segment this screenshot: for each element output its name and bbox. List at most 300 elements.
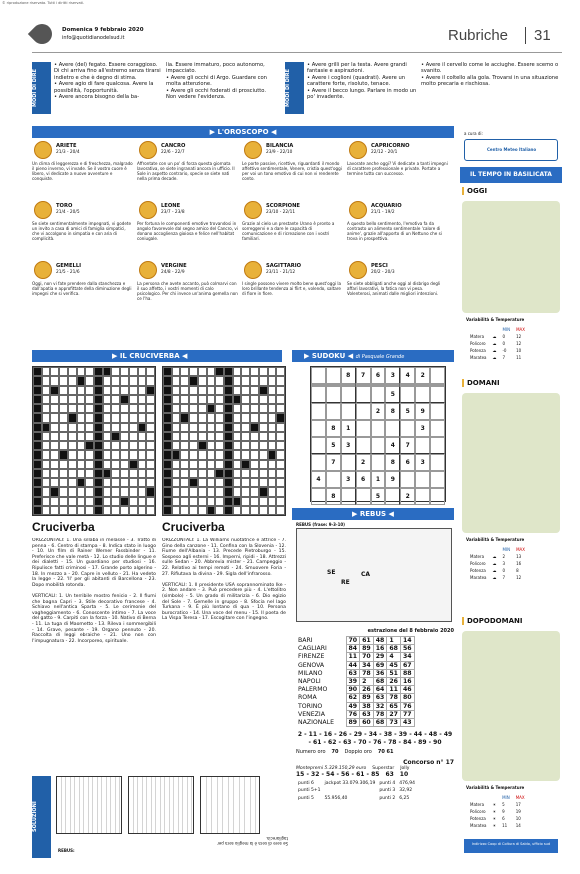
crossword-cell[interactable] (94, 432, 103, 441)
crossword-cell[interactable] (233, 432, 242, 441)
crossword-cell[interactable] (180, 497, 189, 506)
crossword-cell[interactable] (77, 441, 86, 450)
crossword-cell[interactable] (250, 395, 259, 404)
crossword-cell[interactable] (42, 404, 51, 413)
crossword-cell[interactable] (207, 386, 216, 395)
sudoku-cell[interactable] (430, 488, 445, 505)
crossword-cell[interactable] (224, 404, 233, 413)
crossword-cell[interactable] (224, 413, 233, 422)
crossword-cell[interactable] (172, 423, 181, 432)
crossword-cell[interactable] (120, 450, 129, 459)
crossword-cell[interactable] (224, 497, 233, 506)
crossword-cell[interactable] (94, 460, 103, 469)
crossword-cell[interactable] (241, 506, 250, 515)
crossword-cell[interactable] (259, 469, 268, 478)
sudoku-cell[interactable]: 4 (311, 471, 326, 488)
crossword-cell[interactable] (59, 441, 68, 450)
crossword-cell[interactable] (146, 386, 155, 395)
crossword-cell[interactable] (268, 386, 277, 395)
crossword-cell[interactable] (215, 460, 224, 469)
crossword-cell[interactable] (77, 460, 86, 469)
crossword-cell[interactable] (207, 478, 216, 487)
crossword-cell[interactable] (138, 423, 147, 432)
crossword-cell[interactable] (189, 404, 198, 413)
crossword-cell[interactable] (103, 386, 112, 395)
crossword-cell[interactable] (241, 441, 250, 450)
crossword-cell[interactable] (250, 469, 259, 478)
crossword-cell[interactable] (276, 386, 285, 395)
crossword-cell[interactable] (129, 469, 138, 478)
crossword-cell[interactable] (172, 460, 181, 469)
crossword-cell[interactable] (207, 441, 216, 450)
crossword-cell[interactable] (198, 367, 207, 376)
crossword-cell[interactable] (259, 367, 268, 376)
sudoku-cell[interactable] (311, 386, 326, 403)
crossword-cell[interactable] (198, 404, 207, 413)
sudoku-cell[interactable] (311, 488, 326, 505)
crossword-cell[interactable] (33, 506, 42, 515)
crossword-cell[interactable] (68, 497, 77, 506)
crossword-cell[interactable] (120, 506, 129, 515)
crossword-cell[interactable] (268, 478, 277, 487)
crossword-cell[interactable] (111, 386, 120, 395)
crossword-cell[interactable] (207, 404, 216, 413)
crossword-cell[interactable] (224, 423, 233, 432)
crossword-cell[interactable] (33, 404, 42, 413)
crossword-cell[interactable] (111, 450, 120, 459)
sudoku-cell[interactable] (356, 420, 371, 437)
crossword-cell[interactable] (268, 460, 277, 469)
crossword-cell[interactable] (85, 450, 94, 459)
sudoku-cell[interactable] (341, 454, 356, 471)
crossword-cell[interactable] (250, 367, 259, 376)
crossword-cell[interactable] (215, 386, 224, 395)
crossword-cell[interactable] (189, 460, 198, 469)
crossword-cell[interactable] (138, 386, 147, 395)
crossword-cell[interactable] (77, 413, 86, 422)
crossword-cell[interactable] (33, 413, 42, 422)
crossword-cell[interactable] (103, 367, 112, 376)
crossword-cell[interactable] (138, 478, 147, 487)
crossword-cell[interactable] (215, 376, 224, 385)
sudoku-cell[interactable] (415, 437, 430, 454)
crossword-cell[interactable] (103, 460, 112, 469)
crossword-cell[interactable] (180, 487, 189, 496)
crossword-cell[interactable] (172, 395, 181, 404)
sudoku-cell[interactable] (311, 420, 326, 437)
sudoku-cell[interactable] (400, 471, 415, 488)
crossword-cell[interactable] (233, 441, 242, 450)
sudoku-cell[interactable] (430, 386, 445, 403)
crossword-cell[interactable] (207, 487, 216, 496)
crossword-cell[interactable] (259, 386, 268, 395)
sudoku-cell[interactable] (341, 403, 356, 420)
crossword-cell[interactable] (163, 413, 172, 422)
crossword-cell[interactable] (77, 423, 86, 432)
crossword-cell[interactable] (129, 376, 138, 385)
crossword-cell[interactable] (189, 386, 198, 395)
crossword-cell[interactable] (50, 506, 59, 515)
sudoku-cell[interactable] (326, 367, 341, 384)
crossword-cell[interactable] (215, 413, 224, 422)
sudoku-cell[interactable] (356, 403, 371, 420)
crossword-cell[interactable] (111, 506, 120, 515)
crossword-cell[interactable] (241, 478, 250, 487)
sudoku-cell[interactable]: 2 (356, 454, 371, 471)
crossword-cell[interactable] (33, 441, 42, 450)
crossword-cell[interactable] (129, 423, 138, 432)
crossword-cell[interactable] (68, 367, 77, 376)
crossword-cell[interactable] (59, 450, 68, 459)
crossword-cell[interactable] (68, 506, 77, 515)
crossword-cell[interactable] (233, 386, 242, 395)
crossword-cell[interactable] (33, 386, 42, 395)
crossword-cell[interactable] (77, 450, 86, 459)
crossword-cell[interactable] (111, 413, 120, 422)
crossword-cell[interactable] (94, 423, 103, 432)
crossword-cell[interactable] (250, 450, 259, 459)
crossword-cell[interactable] (276, 423, 285, 432)
crossword-cell[interactable] (42, 423, 51, 432)
crossword-cell[interactable] (120, 367, 129, 376)
crossword-cell[interactable] (180, 506, 189, 515)
crossword-cell[interactable] (224, 367, 233, 376)
crossword-cell[interactable] (94, 497, 103, 506)
crossword-cell[interactable] (198, 413, 207, 422)
crossword-cell[interactable] (59, 395, 68, 404)
crossword-cell[interactable] (276, 497, 285, 506)
sudoku-cell[interactable]: 7 (356, 367, 371, 384)
crossword-cell[interactable] (241, 432, 250, 441)
crossword-cell[interactable] (42, 497, 51, 506)
crossword-cell[interactable] (138, 506, 147, 515)
crossword-cell[interactable] (94, 441, 103, 450)
sudoku-cell[interactable] (311, 403, 326, 420)
crossword-cell[interactable] (233, 423, 242, 432)
crossword-cell[interactable] (259, 441, 268, 450)
crossword-cell[interactable] (146, 423, 155, 432)
crossword-cell[interactable] (224, 478, 233, 487)
crossword-cell[interactable] (268, 404, 277, 413)
crossword-cell[interactable] (146, 450, 155, 459)
sudoku-cell[interactable]: 6 (356, 471, 371, 488)
crossword-cell[interactable] (59, 376, 68, 385)
crossword-grid-left[interactable] (32, 366, 156, 516)
crossword-cell[interactable] (276, 432, 285, 441)
crossword-cell[interactable] (233, 395, 242, 404)
crossword-cell[interactable] (146, 487, 155, 496)
crossword-cell[interactable] (259, 506, 268, 515)
sudoku-cell[interactable]: 1 (371, 471, 386, 488)
crossword-cell[interactable] (33, 497, 42, 506)
crossword-cell[interactable] (250, 404, 259, 413)
crossword-cell[interactable] (276, 450, 285, 459)
crossword-cell[interactable] (163, 376, 172, 385)
sudoku-cell[interactable] (311, 367, 326, 384)
crossword-cell[interactable] (50, 450, 59, 459)
crossword-cell[interactable] (276, 367, 285, 376)
sudoku-cell[interactable] (371, 437, 386, 454)
crossword-cell[interactable] (163, 395, 172, 404)
crossword-cell[interactable] (198, 386, 207, 395)
crossword-cell[interactable] (50, 423, 59, 432)
crossword-cell[interactable] (120, 395, 129, 404)
crossword-cell[interactable] (180, 376, 189, 385)
crossword-cell[interactable] (59, 478, 68, 487)
crossword-cell[interactable] (189, 413, 198, 422)
crossword-cell[interactable] (138, 404, 147, 413)
crossword-cell[interactable] (50, 376, 59, 385)
crossword-cell[interactable] (85, 478, 94, 487)
sudoku-cell[interactable] (341, 386, 356, 403)
crossword-cell[interactable] (103, 506, 112, 515)
crossword-cell[interactable] (146, 376, 155, 385)
crossword-cell[interactable] (129, 386, 138, 395)
crossword-cell[interactable] (146, 395, 155, 404)
crossword-cell[interactable] (129, 450, 138, 459)
crossword-cell[interactable] (259, 478, 268, 487)
crossword-cell[interactable] (120, 432, 129, 441)
crossword-cell[interactable] (163, 478, 172, 487)
crossword-cell[interactable] (138, 367, 147, 376)
crossword-cell[interactable] (138, 413, 147, 422)
crossword-cell[interactable] (259, 395, 268, 404)
crossword-cell[interactable] (103, 441, 112, 450)
crossword-cell[interactable] (138, 450, 147, 459)
crossword-cell[interactable] (146, 367, 155, 376)
sudoku-cell[interactable]: 6 (371, 367, 386, 384)
crossword-cell[interactable] (50, 386, 59, 395)
crossword-cell[interactable] (215, 506, 224, 515)
sudoku-cell[interactable] (326, 386, 341, 403)
crossword-cell[interactable] (111, 423, 120, 432)
crossword-cell[interactable] (180, 386, 189, 395)
crossword-cell[interactable] (103, 423, 112, 432)
crossword-cell[interactable] (241, 423, 250, 432)
crossword-cell[interactable] (215, 404, 224, 413)
crossword-cell[interactable] (268, 395, 277, 404)
sudoku-cell[interactable]: 5 (326, 437, 341, 454)
crossword-cell[interactable] (120, 386, 129, 395)
crossword-cell[interactable] (172, 487, 181, 496)
header-email[interactable]: info@quotidianodelsud.it (62, 35, 125, 41)
crossword-cell[interactable] (68, 441, 77, 450)
crossword-cell[interactable] (233, 450, 242, 459)
crossword-cell[interactable] (138, 497, 147, 506)
sudoku-cell[interactable] (311, 437, 326, 454)
crossword-cell[interactable] (259, 413, 268, 422)
crossword-cell[interactable] (233, 506, 242, 515)
crossword-cell[interactable] (198, 469, 207, 478)
crossword-cell[interactable] (172, 376, 181, 385)
crossword-cell[interactable] (103, 487, 112, 496)
crossword-cell[interactable] (233, 478, 242, 487)
sudoku-cell[interactable] (371, 386, 386, 403)
crossword-cell[interactable] (85, 497, 94, 506)
crossword-cell[interactable] (146, 441, 155, 450)
crossword-cell[interactable] (250, 478, 259, 487)
crossword-cell[interactable] (268, 487, 277, 496)
crossword-cell[interactable] (120, 487, 129, 496)
crossword-cell[interactable] (103, 376, 112, 385)
crossword-cell[interactable] (215, 441, 224, 450)
crossword-cell[interactable] (77, 367, 86, 376)
crossword-cell[interactable] (77, 497, 86, 506)
crossword-cell[interactable] (42, 413, 51, 422)
crossword-cell[interactable] (241, 497, 250, 506)
crossword-cell[interactable] (146, 432, 155, 441)
crossword-cell[interactable] (129, 497, 138, 506)
sudoku-grid[interactable] (310, 366, 446, 502)
crossword-cell[interactable] (33, 460, 42, 469)
sudoku-cell[interactable] (430, 403, 445, 420)
crossword-cell[interactable] (241, 386, 250, 395)
crossword-cell[interactable] (111, 478, 120, 487)
crossword-cell[interactable] (224, 441, 233, 450)
crossword-cell[interactable] (189, 432, 198, 441)
crossword-cell[interactable] (68, 469, 77, 478)
crossword-cell[interactable] (259, 404, 268, 413)
crossword-cell[interactable] (163, 460, 172, 469)
crossword-cell[interactable] (129, 413, 138, 422)
crossword-cell[interactable] (138, 432, 147, 441)
crossword-cell[interactable] (68, 460, 77, 469)
crossword-cell[interactable] (224, 395, 233, 404)
crossword-cell[interactable] (207, 497, 216, 506)
crossword-cell[interactable] (120, 404, 129, 413)
crossword-cell[interactable] (42, 432, 51, 441)
crossword-cell[interactable] (68, 404, 77, 413)
crossword-cell[interactable] (189, 487, 198, 496)
crossword-cell[interactable] (50, 441, 59, 450)
crossword-cell[interactable] (233, 367, 242, 376)
crossword-cell[interactable] (198, 450, 207, 459)
crossword-cell[interactable] (33, 432, 42, 441)
crossword-cell[interactable] (59, 423, 68, 432)
crossword-cell[interactable] (180, 423, 189, 432)
crossword-cell[interactable] (276, 441, 285, 450)
crossword-cell[interactable] (268, 413, 277, 422)
sudoku-cell[interactable]: 8 (326, 488, 341, 505)
sudoku-cell[interactable] (356, 488, 371, 505)
crossword-cell[interactable] (215, 395, 224, 404)
sudoku-cell[interactable]: 2 (400, 488, 415, 505)
crossword-cell[interactable] (233, 404, 242, 413)
crossword-grid-right[interactable] (162, 366, 286, 516)
crossword-cell[interactable] (233, 376, 242, 385)
crossword-cell[interactable] (59, 460, 68, 469)
sudoku-cell[interactable] (430, 367, 445, 384)
sudoku-cell[interactable]: 2 (371, 403, 386, 420)
crossword-cell[interactable] (77, 395, 86, 404)
sudoku-cell[interactable]: 9 (415, 403, 430, 420)
crossword-cell[interactable] (77, 404, 86, 413)
crossword-cell[interactable] (172, 413, 181, 422)
crossword-cell[interactable] (50, 413, 59, 422)
crossword-cell[interactable] (42, 460, 51, 469)
crossword-cell[interactable] (268, 423, 277, 432)
crossword-cell[interactable] (215, 469, 224, 478)
crossword-cell[interactable] (224, 376, 233, 385)
crossword-cell[interactable] (180, 404, 189, 413)
crossword-cell[interactable] (85, 506, 94, 515)
crossword-cell[interactable] (111, 487, 120, 496)
sudoku-cell[interactable] (385, 488, 400, 505)
sudoku-cell[interactable]: 5 (385, 386, 400, 403)
crossword-cell[interactable] (103, 450, 112, 459)
crossword-cell[interactable] (59, 413, 68, 422)
crossword-cell[interactable] (59, 404, 68, 413)
sudoku-cell[interactable]: 8 (326, 420, 341, 437)
crossword-cell[interactable] (276, 506, 285, 515)
crossword-cell[interactable] (111, 497, 120, 506)
crossword-cell[interactable] (224, 450, 233, 459)
crossword-cell[interactable] (180, 367, 189, 376)
crossword-cell[interactable] (68, 450, 77, 459)
crossword-cell[interactable] (241, 395, 250, 404)
crossword-cell[interactable] (250, 376, 259, 385)
crossword-cell[interactable] (241, 460, 250, 469)
crossword-cell[interactable] (120, 423, 129, 432)
crossword-cell[interactable] (138, 395, 147, 404)
sudoku-cell[interactable] (341, 488, 356, 505)
crossword-cell[interactable] (94, 506, 103, 515)
crossword-cell[interactable] (85, 469, 94, 478)
crossword-cell[interactable] (94, 404, 103, 413)
crossword-cell[interactable] (59, 367, 68, 376)
crossword-cell[interactable] (198, 497, 207, 506)
crossword-cell[interactable] (233, 460, 242, 469)
sudoku-cell[interactable]: 7 (400, 437, 415, 454)
crossword-cell[interactable] (276, 487, 285, 496)
sudoku-cell[interactable]: 3 (385, 367, 400, 384)
crossword-cell[interactable] (146, 404, 155, 413)
crossword-cell[interactable] (59, 487, 68, 496)
crossword-cell[interactable] (146, 413, 155, 422)
crossword-cell[interactable] (198, 376, 207, 385)
crossword-cell[interactable] (103, 478, 112, 487)
crossword-cell[interactable] (33, 469, 42, 478)
crossword-cell[interactable] (94, 395, 103, 404)
crossword-cell[interactable] (68, 423, 77, 432)
crossword-cell[interactable] (85, 404, 94, 413)
crossword-cell[interactable] (33, 478, 42, 487)
crossword-cell[interactable] (276, 460, 285, 469)
crossword-cell[interactable] (111, 432, 120, 441)
crossword-cell[interactable] (198, 478, 207, 487)
sudoku-cell[interactable] (326, 471, 341, 488)
crossword-cell[interactable] (42, 386, 51, 395)
crossword-cell[interactable] (268, 367, 277, 376)
crossword-cell[interactable] (138, 460, 147, 469)
sudoku-cell[interactable] (356, 437, 371, 454)
crossword-cell[interactable] (163, 441, 172, 450)
crossword-cell[interactable] (111, 441, 120, 450)
crossword-cell[interactable] (129, 432, 138, 441)
crossword-cell[interactable] (94, 367, 103, 376)
crossword-cell[interactable] (50, 395, 59, 404)
crossword-cell[interactable] (129, 487, 138, 496)
sudoku-cell[interactable]: 8 (341, 367, 356, 384)
crossword-cell[interactable] (233, 487, 242, 496)
crossword-cell[interactable] (103, 432, 112, 441)
crossword-cell[interactable] (120, 376, 129, 385)
crossword-cell[interactable] (94, 478, 103, 487)
sudoku-cell[interactable] (385, 420, 400, 437)
crossword-cell[interactable] (94, 386, 103, 395)
crossword-cell[interactable] (189, 395, 198, 404)
crossword-cell[interactable] (250, 506, 259, 515)
